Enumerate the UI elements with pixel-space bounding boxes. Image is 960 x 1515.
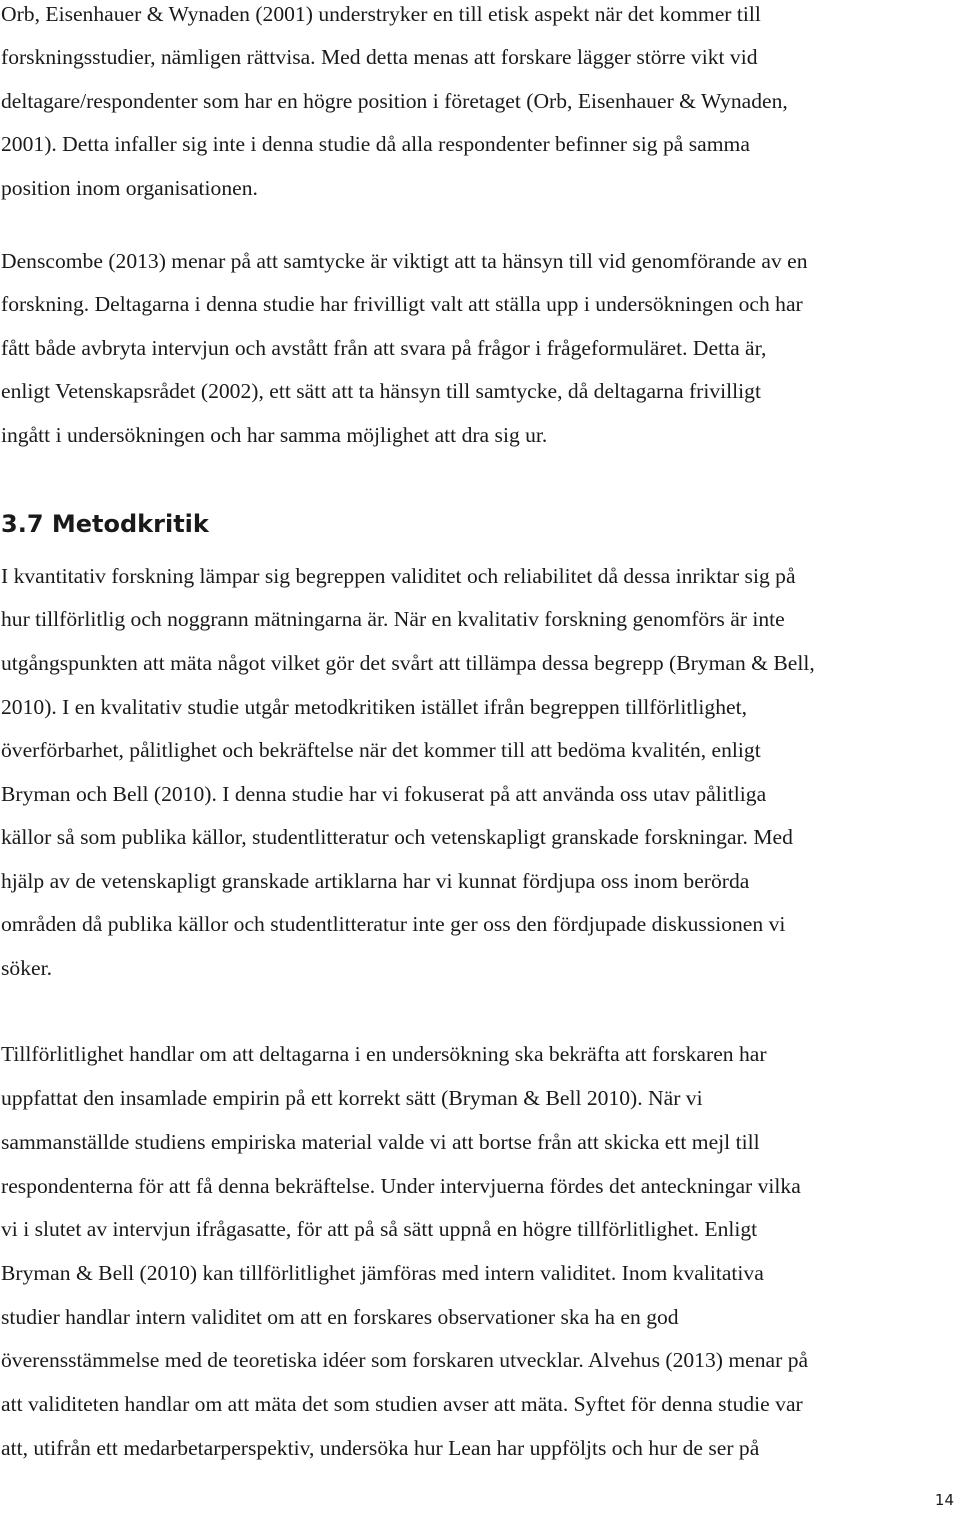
text-line: forskning. Deltagarna i denna studie har frivilligt valt att ställa upp i undersökningen och har [1,292,803,316]
text-line: position inom organisationen. [1,176,258,200]
text-line: källor så som publika källor, studentlitteratur och vetenskapligt granskade forskningar. Med [1,825,793,849]
text-line: sammanställde studiens empiriska material valde vi att bortse från att skicka ett mejl till [1,1130,760,1154]
text-line: hur tillförlitlig och noggrann mätningarna är. När en kvalitativ forskning genomförs är inte [1,607,785,631]
text-line: uppfattat den insamlade empirin på ett korrekt sätt (Bryman & Bell 2010). När vi [1,1086,703,1110]
text-line: Tillförlitlighet handlar om att deltagarna i en undersökning ska bekräfta att forskaren har [1,1042,767,1066]
text-line: att, utifrån ett medarbetarperspektiv, undersöka hur Lean har uppföljts och hur de ser på [1,1436,760,1460]
text-line: att validiteten handlar om att mäta det som studien avser att mäta. Syftet för denna studie var [1,1392,803,1416]
page-number: 14 [934,1491,954,1509]
text-line: 2001). Detta infaller sig inte i denna studie då alla respondenter befinner sig på samma [1,132,750,156]
text-line: överförbarhet, pålitlighet och bekräftelse när det kommer till att bedöma kvalitén, enligt [1,738,761,762]
text-line: enligt Vetenskapsrådet (2002), ett sätt att ta hänsyn till samtycke, då deltagarna frivilligt [1,379,761,403]
text-line: forskningsstudier, nämligen rättvisa. Med detta menas att forskare lägger större vikt vid [1,45,758,69]
text-line: 2010). I en kvalitativ studie utgår metodkritiken istället ifrån begreppen tillförlitlighet, [1,695,747,719]
text-line: I kvantitativ forskning lämpar sig begreppen validitet och reliabilitet då dessa inriktar sig på [1,564,796,588]
text-line: söker. [1,956,52,980]
text-line: vi i slutet av intervjun ifrågasatte, för att på så sätt uppnå en högre tillförlitlighet. Enligt [1,1217,758,1241]
text-line: Denscombe (2013) menar på att samtycke är viktigt att ta hänsyn till vid genomförande av en [1,249,808,273]
text-line: överensstämmelse med de teoretiska idéer som forskaren utvecklar. Alvehus (2013) menar på [1,1348,809,1372]
section-heading: 3.7 Metodkritik [1,510,209,538]
text-line: studier handlar intern validitet om att en forskares observationer ska ha en god [1,1305,679,1329]
text-line: respondenterna för att få denna bekräftelse. Under intervjuerna fördes det anteckningar vilka [1,1174,801,1198]
text-line: områden då publika källor och studentlitteratur inte ger oss den fördjupade diskussionen vi [1,912,786,936]
text-line: utgångspunkten att mäta något vilket gör det svårt att tillämpa dessa begrepp (Bryman & Bell, [1,651,815,675]
text-line: Bryman & Bell (2010) kan tillförlitlighet jämföras med intern validitet. Inom kvalitativa [1,1261,764,1285]
text-line: hjälp av de vetenskapligt granskade artiklarna har vi kunnat fördjupa oss inom berörda [1,869,750,893]
text-line: Orb, Eisenhauer & Wynaden (2001) understryker en till etisk aspekt när det kommer till [1,2,761,26]
text-line: deltagare/respondenter som har en högre position i företaget (Orb, Eisenhauer & Wynaden, [1,89,788,113]
text-line: fått både avbryta intervjun och avstått från att svara på frågor i frågeformuläret. Detta är, [1,336,767,360]
text-line: ingått i undersökningen och har samma möjlighet att dra sig ur. [1,423,548,447]
text-line: Bryman och Bell (2010). I denna studie har vi fokuserat på att använda oss utav pålitliga [1,782,767,806]
